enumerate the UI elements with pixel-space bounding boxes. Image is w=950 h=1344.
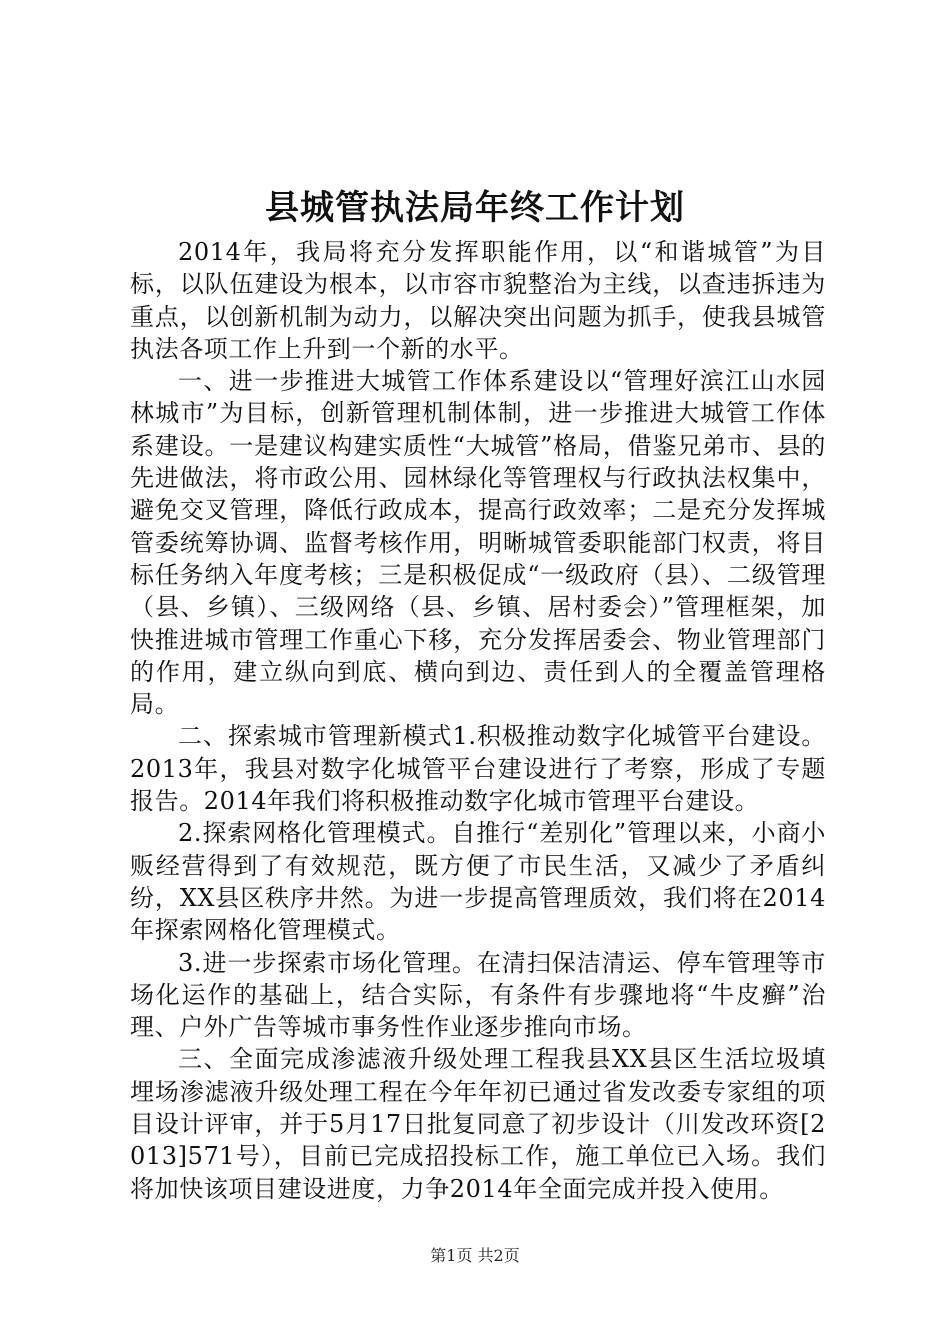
paragraph-section-2: 二、探索城市管理新模式1.积极推动数字化城管平台建设。2013年，我县对数字化城管平台建设进行了考察，形成了专题报告。2014年我们将积极推动数字化城市管理平台建设。	[130, 722, 826, 816]
paragraph-intro: 2014年，我局将充分发挥职能作用，以“和谐城管”为目标，以队伍建设为根本，以市容市貌整治为主线，以查违拆违为重点，以创新机制为动力，以解决突出问题为抓手，使我县城管执法各项工作上升到一个新的水平。	[130, 238, 826, 363]
paragraph-section-3: 三、全面完成渗滤液升级处理工程我县XX县区生活垃圾填埋场渗滤液升级处理工程在今年年初已通过省发改委专家组的项目设计评审，并于5月17日批复同意了初步设计（川发改环资[2013]571号），目前已完成招投标工作，施工单位已入场。我们将加快该项目建设进度，力争2014年全面完成并投入使用。	[130, 1045, 826, 1203]
document-body	[130, 236, 826, 1205]
document-title: 县城管执法局年终工作计划	[265, 188, 685, 228]
paragraph-section-2-item-2: 2.探索网格化管理模式。自推行“差别化”管理以来，小商小贩经营得到了有效规范，既方便了市民生活，又减少了矛盾纠纷，XX县区秩序井然。为进一步提高管理质效，我们将在2014年探索网格化管理模式。	[130, 819, 826, 945]
paragraph-section-1: 一、进一步推进大城管工作体系建设以“管理好滨江山水园林城市”为目标，创新管理机制体制，进一步推进大城管工作体系建设。一是建议构建实质性“大城管”格局，借鉴兄弟市、县的先进做法，将市政公用、园林绿化等管理权与行政执法权集中，避免交叉管理，降低行政成本，提高行政效率；二是充分发挥城管委统筹协调、监督考核作用，明晰城管委职能部门权责，将目标任务纳入年度考核；三是积极促成“一级政府（县）、二级管理（县、乡镇）、三级网络（县、乡镇、居村委会）”管理框架，加快推进城市管理工作重心下移，充分发挥居委会、物业管理部门的作用，建立纵向到底、横向到边、责任到人的全覆盖管理格局。	[130, 367, 826, 719]
page-number-footer: 第1页 共2页	[430, 1246, 520, 1265]
paragraph-section-2-item-3: 3.进一步探索市场化管理。在清扫保洁清运、停车管理等市场化运作的基础上，结合实际，有条件有步骤地将“牛皮癣”治理、户外广告等城市事务性作业逐步推向市场。	[130, 948, 826, 1042]
